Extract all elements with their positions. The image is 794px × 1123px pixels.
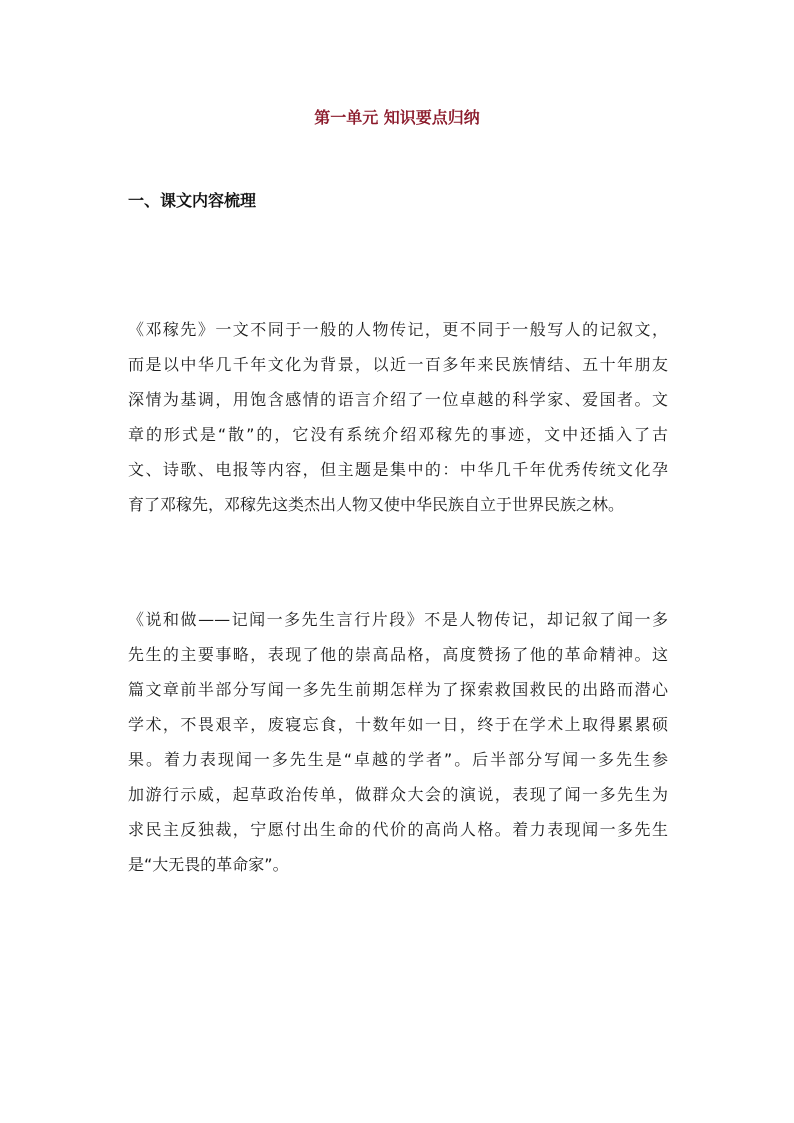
- paragraph-deng-jiaxian: [128, 312, 668, 522]
- paragraph-line: 是“大无畏的革命家”。: [128, 855, 289, 874]
- paragraph-line: 深情为基调，用饱含感情的语言介绍了一位卓越的科学家、爱国者。文: [128, 390, 668, 409]
- paragraph-line: 《邓稼先》一文不同于一般的人物传记，更不同于一般写人的记叙文，: [128, 320, 668, 339]
- paragraph-line: 而是以中华几千年文化为背景，以近一百多年来民族情结、五十年朋友: [128, 355, 668, 374]
- paragraph-line: 果。着力表现闻一多先生是“卓越的学者”。后半部分写闻一多先生参: [128, 750, 668, 769]
- paragraph-line: 篇文章前半部分写闻一多先生前期怎样为了探索救国救民的出路而潜心: [128, 680, 668, 699]
- section-heading: 一、课文内容梳理: [128, 191, 257, 210]
- paragraph-line: 学术，不畏艰辛，废寝忘食，十数年如一日，终于在学术上取得累累硕: [128, 715, 668, 734]
- paragraph-line: 育了邓稼先，邓稼先这类杰出人物又使中华民族自立于世界民族之林。: [128, 495, 625, 514]
- paragraph-line: 求民主反独裁，宁愿付出生命的代价的高尚人格。着力表现闻一多先生: [128, 820, 668, 839]
- paragraph-line: 章的形式是“散”的，它没有系统介绍邓稼先的事迹，文中还插入了古: [128, 425, 668, 444]
- paragraph-line: 文、诗歌、电报等内容，但主题是集中的：中华几千年优秀传统文化孕: [128, 460, 668, 479]
- document-title: 第一单元 知识要点归纳: [314, 108, 480, 127]
- paragraph-wen-yiduo: [128, 602, 668, 882]
- paragraph-line: 加游行示威，起草政治传单，做群众大会的演说，表现了闻一多先生为: [128, 785, 668, 804]
- paragraph-line: 先生的主要事略，表现了他的崇高品格，高度赞扬了他的革命精神。这: [128, 645, 668, 664]
- paragraph-line: 《说和做——记闻一多先生言行片段》不是人物传记，却记叙了闻一多: [128, 610, 668, 629]
